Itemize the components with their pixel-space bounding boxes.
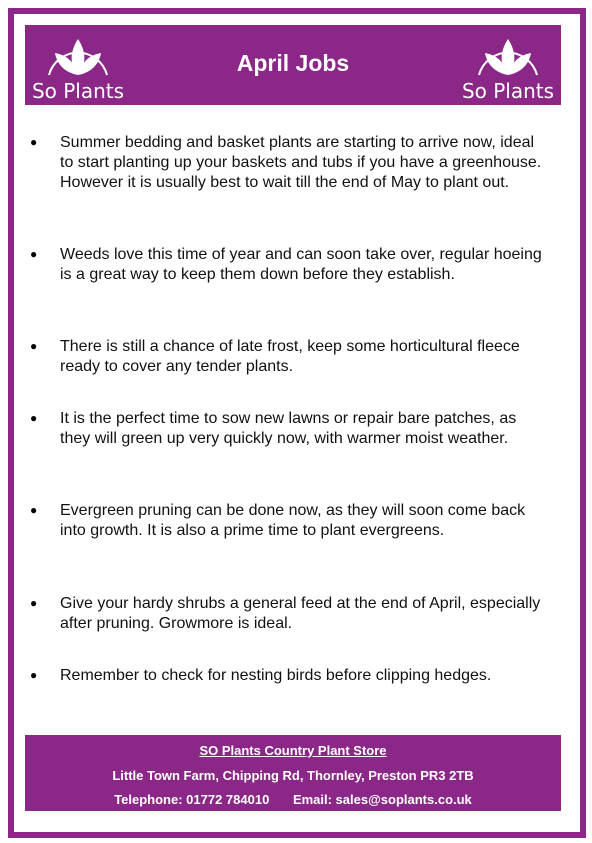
job-text: There is still a chance of late frost, keep some horticultural fleece ready to cover any tender plants. [60, 338, 520, 375]
logo-text: So Plants [461, 79, 555, 103]
header-banner [25, 25, 561, 105]
email: Email: sales@soplants.co.uk [292, 792, 472, 807]
telephone: Telephone: 01772 784010 [114, 792, 270, 807]
bullet-icon: ● [30, 503, 38, 517]
logo-text: So Plants [31, 79, 125, 103]
bullet-icon: ● [30, 411, 38, 425]
leaf-logo-icon [471, 27, 545, 85]
contact-line [25, 792, 561, 807]
job-text: It is the perfect time to sow new lawns or repair bare patches, as they will green up very quickly now, with warmer moist weather. [60, 410, 517, 447]
job-text: Evergreen pruning can be done now, as they will soon come back into growth. It is also a prime time to plant evergreens. [60, 502, 526, 539]
bullet-icon: ● [30, 339, 38, 353]
job-text: Give your hardy shrubs a general feed at the end of April, especially after pruning. Growmore is ideal. [60, 595, 541, 632]
bullet-icon: ● [30, 247, 38, 261]
job-text: Weeds love this time of year and can soon take over, regular hoeing is a great way to keep them down before they establish. [60, 246, 542, 283]
job-text: Summer bedding and basket plants are starting to arrive now, ideal to start planting up your baskets and tubs if you have a greenhouse. However it is usually best to wait till the end of May to plant out. [60, 134, 542, 191]
page-title: April Jobs [236, 50, 350, 76]
store-address: Little Town Farm, Chipping Rd, Thornley, Preston PR3 2TB [112, 768, 474, 783]
bullet-icon: ● [30, 668, 38, 682]
bullet-icon: ● [30, 135, 38, 149]
logo-right [461, 27, 555, 103]
store-name: SO Plants Country Plant Store [199, 743, 387, 758]
job-text: Remember to check for nesting birds before clipping hedges. [60, 667, 492, 684]
footer-banner [25, 735, 561, 811]
bullet-icon: ● [30, 596, 38, 610]
